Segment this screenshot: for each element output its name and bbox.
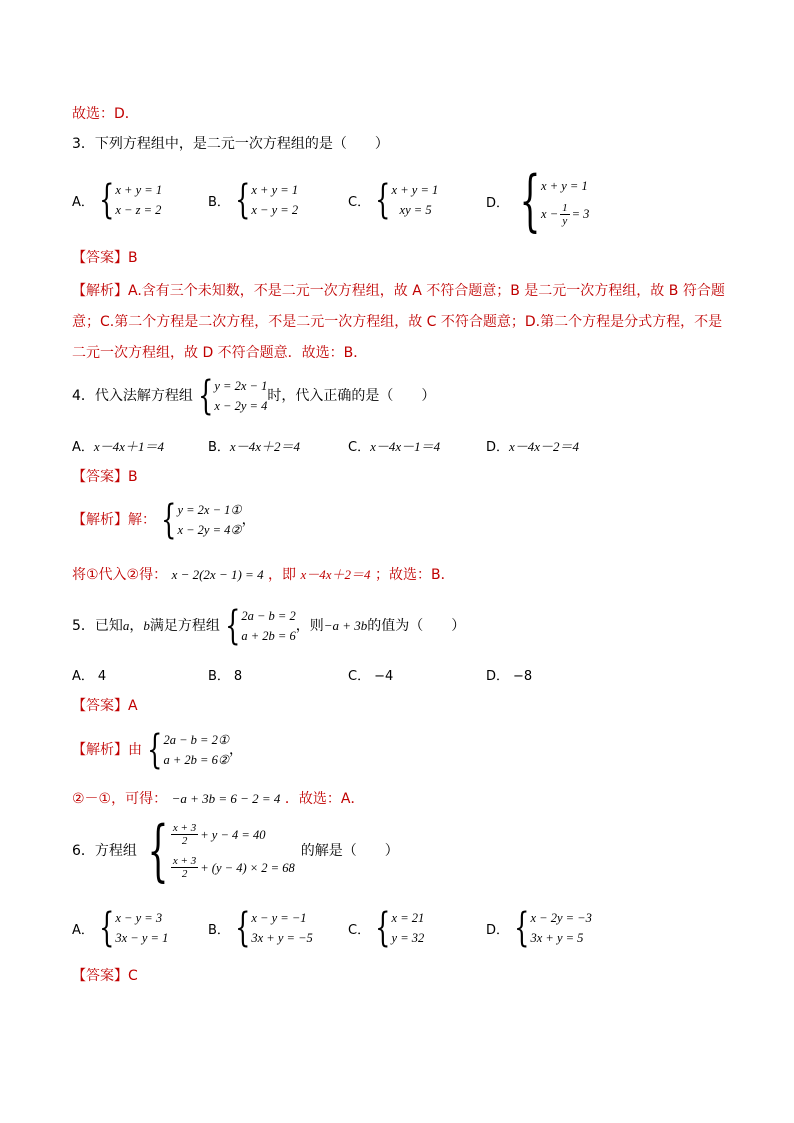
option-text: x－4x＋1＝4 (93, 439, 164, 454)
q5-stem-part: 5．已知 (72, 618, 123, 634)
expression: −a + 3b (323, 618, 368, 633)
equation: 2a − b = 2 (241, 609, 296, 623)
q4-option-b (208, 436, 300, 455)
option-label: A． (72, 669, 94, 684)
equation: x − y = 3 (115, 911, 163, 925)
brace-symbol: { (375, 905, 391, 951)
fraction-denominator: y (562, 214, 568, 227)
option-label: C． (348, 440, 371, 455)
option-label: C． (348, 669, 371, 684)
q4-substitution-step (72, 565, 455, 585)
step-text: ，即 (268, 567, 297, 583)
brace-symbol: { (514, 905, 530, 951)
equation: y = 2x − 1 (214, 379, 268, 393)
fraction-numerator: x + 3 (172, 855, 197, 867)
option-text: 4 (97, 669, 107, 684)
q3-explanation-line-2: 意；C.第二个方程是二次方程，不是二元一次方程组，故 C 不符合题意；D.第二个方程是分式方程，不是 (72, 314, 723, 330)
q3-option-a (72, 177, 163, 223)
option-label: D． (486, 440, 510, 455)
fraction (171, 822, 198, 847)
q6-answer: 【答案】C (72, 968, 138, 984)
q4-stem-part: 4．代入法解方程组 (72, 388, 193, 404)
option-label: A． (72, 194, 94, 210)
equation-with-fraction (169, 855, 295, 880)
brace-symbol: { (147, 727, 163, 773)
equation: 3x − y = 1 (115, 931, 169, 945)
punctuation: ， (241, 512, 256, 528)
fraction-denominator: 2 (181, 868, 188, 880)
equation-part: = 3 (571, 207, 590, 221)
equation: x − 2y = 4② (177, 523, 242, 537)
equation: x − 2y = 4 (214, 399, 268, 413)
option-label: A． (72, 440, 94, 455)
equation: x − 2y = −3 (530, 911, 592, 925)
q5-answer: 【答案】A (72, 698, 138, 714)
equation: 3x + y = 5 (530, 931, 584, 945)
q6-option-c (348, 905, 425, 951)
equation: 3x + y = −5 (251, 931, 313, 945)
question-5-stem (72, 603, 466, 649)
fraction-numerator: 1 (562, 201, 568, 214)
q4-explanation-label: 【解析】解： (72, 512, 156, 528)
option-label: B． (208, 194, 230, 210)
equation-with-fraction (169, 822, 295, 847)
equation: xy = 5 (399, 203, 432, 217)
step-equation: −a + 3b = 6 − 2 = 4 (171, 791, 281, 806)
brace-symbol: { (235, 177, 251, 223)
equation: x − y = 2 (251, 203, 299, 217)
option-label: C． (348, 194, 371, 210)
brace-symbol: { (519, 162, 541, 239)
q4-option-c (348, 436, 440, 455)
equation: x = 21 (391, 911, 425, 925)
brace-symbol: { (161, 497, 177, 543)
step-equation: x－4x＋2＝4 (300, 567, 371, 582)
punctuation: ， (229, 742, 244, 758)
question-3-stem: 3．下列方程组中，是二元一次方程组的是（ ） (72, 136, 389, 152)
option-text: 8 (233, 669, 243, 684)
q5-option-d (486, 665, 532, 684)
previous-answer-conclusion: 故选：D． (72, 106, 139, 122)
q3-answer: 【答案】B (72, 250, 138, 266)
equation: x + y = 1 (251, 183, 299, 197)
question-4-stem (72, 373, 436, 419)
q4-explanation (72, 497, 256, 543)
brace-symbol: { (98, 905, 115, 951)
variable: a (122, 618, 130, 633)
q5-explanation-label: 【解析】由 (72, 742, 142, 758)
q5-option-b (208, 665, 242, 684)
q4-answer: 【答案】B (72, 469, 138, 485)
q6-stem-part: 6．方程组 (72, 843, 137, 859)
q4-option-d (486, 436, 579, 455)
q6-option-d (486, 905, 592, 951)
q3-option-d (486, 162, 590, 239)
brace-symbol: { (225, 603, 241, 649)
question-6-stem (72, 812, 399, 889)
step-text: ②－①，可得： (72, 791, 168, 807)
equation: x + y = 1 (541, 178, 588, 193)
q6-stem-part: 的解是（ ） (300, 843, 399, 859)
q4-stem-part: 时，代入正确的是（ ） (267, 388, 436, 404)
step-text: ；故选：B． (374, 567, 455, 583)
q5-stem-part: ， (129, 618, 144, 634)
fraction (171, 855, 198, 880)
q4-option-a (72, 436, 164, 455)
step-text: 将①代入②得： (72, 567, 168, 583)
q3-option-c (348, 177, 439, 223)
brace-symbol: { (198, 373, 214, 419)
brace-symbol: { (147, 812, 169, 889)
q3-explanation-line-3: 二元一次方程组，故 D 不符合题意．故选：B． (72, 345, 368, 361)
q5-stem-part: 满足方程组 (149, 618, 220, 634)
option-label: B． (208, 440, 230, 455)
option-text: −8 (513, 669, 533, 684)
option-label: A． (72, 922, 94, 938)
step-text: ．故选：A． (284, 791, 365, 807)
equation: y = 32 (391, 931, 425, 945)
q5-elimination-step (72, 789, 364, 809)
option-text: −4 (374, 669, 394, 684)
q3-explanation-line-1: 【解析】A.含有三个未知数，不是二元一次方程组，故 A 不符合题意；B 是二元一次方程组，故 B 符合题 (72, 283, 725, 299)
brace-symbol: { (98, 177, 115, 223)
equation: x − z = 2 (115, 203, 162, 217)
fraction (560, 202, 570, 227)
brace-symbol: { (375, 177, 391, 223)
option-text: x－4x－2＝4 (509, 439, 580, 454)
option-label: D． (486, 669, 510, 684)
q5-explanation (72, 727, 244, 773)
q6-option-a (72, 905, 169, 951)
q3-option-b (208, 177, 299, 223)
equation-part: + y − 4 = 40 (200, 827, 266, 842)
variable: b (143, 618, 150, 633)
option-label: B． (208, 922, 230, 938)
equation: a + 2b = 6② (163, 753, 230, 767)
option-label: D． (486, 922, 510, 938)
equation-with-fraction (541, 202, 589, 227)
equation: x + y = 1 (391, 183, 439, 197)
equation-part: + (y − 4) × 2 = 68 (200, 860, 295, 875)
equation-part: x − (541, 207, 559, 221)
fraction-denominator: 2 (181, 835, 188, 847)
option-label: C． (348, 922, 371, 938)
option-text: x－4x－1＝4 (370, 439, 441, 454)
equation: x − y = −1 (251, 911, 307, 925)
option-label: D． (486, 195, 510, 211)
equation: a + 2b = 6 (241, 629, 296, 643)
q6-option-b (208, 905, 313, 951)
q5-option-c (348, 665, 393, 684)
equation: x + y = 1 (115, 183, 163, 197)
option-text: x－4x＋2＝4 (229, 439, 300, 454)
fraction-numerator: x + 3 (172, 822, 197, 834)
q5-stem-part: 的值为（ ） (367, 618, 466, 634)
q5-stem-part: ，则 (295, 618, 324, 634)
equation: 2a − b = 2① (163, 733, 230, 747)
step-equation: x − 2(2x − 1) = 4 (171, 567, 264, 582)
equation: y = 2x − 1① (177, 503, 242, 517)
q5-option-a (72, 665, 106, 684)
brace-symbol: { (235, 905, 251, 951)
option-label: B． (208, 669, 230, 684)
